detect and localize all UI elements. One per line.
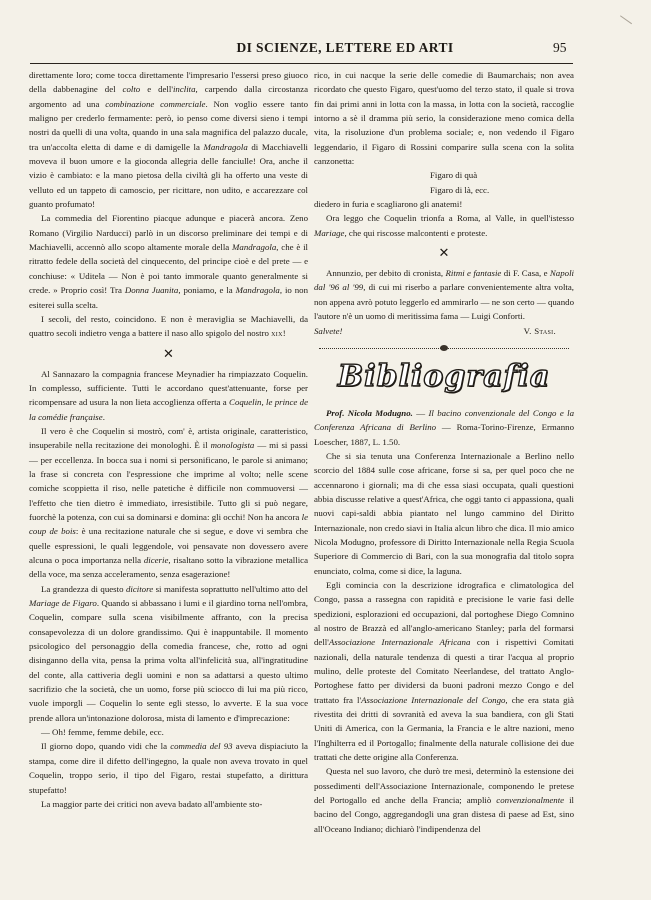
paragraph: La grandezza di questo dicitore si manifesta soprattutto nell'ultimo atto del Mariage de Figaro. Quando si abbassano i lumi e il giardino torna nell'ombra, Coquelin, compare sulla scena visibilmente affranto, con la precisa consapevolezza di un dolore grandissimo. Qui è inappuntabile. Il momento psicologico del personaggio della comedia francese, che, rotto ad ogni disinganno della vita, pensa la prima volta all'infelicità sua, all'ingratitudine del conte, alla cattiveria degli uomini e non sa adattarsi a questo ultimo sacrifizio che la società, che un uomo, forse più scioccо di lui ma più ricco, vuole imporgli — Coquelin lo sente egli stesso, lo avverte. E la sua voce prende allora un'intonazione dolorosa, mista di lamento e d'imprecazione: bbox=[29, 583, 308, 723]
section-title-bibliografia: Bibliografia bbox=[337, 358, 551, 394]
signature-row bbox=[314, 324, 574, 338]
running-header-title: DI SCIENZE, LETTERE ED ARTI bbox=[236, 40, 454, 55]
paragraph: Il vero è che Coquelin si mostrò, com' è, artista originale, caratteristico, insuperabile nella recitazione dei monologhi. È il monologista — mi si passi — per eccellenza. In bocca sua i nomi si personificano, le parole si animano; la frase si concreta con l'espressione che imprime al volto; nelle scene comiche scoppietta il riso, nelle patetiche è difficile non commuoversi — l'effetto che tien dietro è immediato, irresistibile. Tutto gli si può negare, fuorchè la potenza, con cui sa dominarsi e domina: gli occhi! Non ha ancora le coup de bois: è una recitazione naturale che si segue, e dove vi sembra che quelle espressioni, le quali leggendole, voi pensavate non dovessero avere alcuna o poca importanza nella dicerie, risaltano sotto la vibrazione metallica della voce, ma senza acceleramento, senza esagerazione! bbox=[29, 425, 309, 580]
paragraph: La maggior parte dei critici non aveva badato all'ambiente sto- bbox=[41, 798, 263, 809]
author-signature: V. Stasi. bbox=[523, 325, 556, 336]
paragraph: direttamente loro; come tocca direttamente l'impresario l'essersi preso giuoco della dabbenagine del colto e dell'inclita, carpendo dalla circostanza argomento ad una combinazione commerciale. Non voglio essere tanto maligno per crederlo fermamente: però, io penso come diversi sieno i tempi nostri da quelli di una volta, quando in una sala magnifica del palazzo ducale, tra un'accolta eletta di dame e di damigelle la Mandragola di Macchiavelli moveva il buon umore e la gioconda allegria delle fanciulle! Ora, anche il vizio è cambiato: e la mano pietosa della civiltà gli ha offerto una veste di velluto ed un tappeto di camoscio, per ricittare, non udito, e accarezzare col guanto profumato! bbox=[29, 70, 308, 210]
bibliography-entry-heading: Prof. Nicola Modugno. — Il bacino convenzionale del Congo e la Conferenza Africana di Berlino — Roma-Torino-Firenze, Ermanno Loescher, 1887, L. 1.50. bbox=[314, 407, 575, 447]
paragraph: Che si sia tenuta una Conferenza Internazionale a Berlino nello scorcio del 1884 sulle cose africane, forse si sa, per quel poco che ne accennarono i giornali; ma di che essa siasi occupata, quali questioni abbia discusse relative a quest'Africa, che oggi tanto ci appassiona, quali nuovi capi-saldi abbia piantato nel lungo cammino del Diritto Internazionale, non credo siavi in Italia alcun libro che dica. Il mio amico Nicola Modugno, professore di Diritto Internazionale nella Regia Scuola Superiore di Commercio di Bari, con la sua monografia dal titolo sopra enunciato, colma, come si dice, la laguna. bbox=[314, 450, 574, 576]
paragraph: Egli comincia con la descrizione idrografica e climatologica del Congo, passa a rassegna con rapidità e precisione le varie fasi delle spedizioni, esplorazioni ed occupazioni, dal portoghese Diego Comnino al nostro de Brazzà ed all'anglo-americano Stanley; parla del formarsi dell'Associazione Internazionale Africana con i rispettivi Comitati nazionali, della naturale tendenza di questi a tirar l'acqua al proprio mulino, delle proteste del Comitato Neerlandese, del trattato Anglo-Portoghese fatto per dividersi da buoni padroni mezzo Congo e del trattato fra l'Associazione Internazionale del Congo, che era stata già rivestita dei dritti di sovranità ed aveva la sua bandiera, con gli Stati Uniti di America, con la Germania, la Francia e le altre nazioni, meno l'Inghilterra ed il Portogallo; finalmente della naturale collisione dei due trattati che dette origine alla Conferenza. bbox=[314, 579, 574, 763]
paragraph: Al Sannazaro la compagnia francese Meynadier ha rimpiazzato Coquelin. In complesso, sufficiente. Tutti le accordano quest'attenuante, forse per ricompensare ad usura la non lieta accoglienza offerta a Coquelin, le prince de la comédie française. bbox=[29, 368, 308, 422]
paragraph: Il giorno dopo, quando vidi che la commedia del 93 aveva dispiaciuto la stampa, come dire il difetto dell'ingegno, la quale non aveva trovato in quel Coquelin, troppo serio, il tipo del Figaro, restai stupefatto, a dirittura stupefatto! bbox=[29, 741, 308, 795]
paragraph: diedero in furia e scagliarono gli anatemi! bbox=[314, 199, 463, 210]
verse-line: Figaro di quà bbox=[430, 170, 478, 181]
rule-ornament bbox=[440, 345, 448, 351]
section-separator-cross: ✕ bbox=[163, 345, 174, 361]
paragraph: Annunzio, per debito di cronista, Ritmi e fantasie di F. Casa, e Napoli dal '96 al '99, di cui mi riserbo a parlare convenientemente altra volta, non appena avrò potuto leggerlo ed ammirarlo — ne son certo — quando l'autore n'è un uomo di meritissima fama — Luigi Conforti. bbox=[314, 268, 574, 322]
right-column bbox=[314, 68, 574, 836]
paragraph: rico, in cui nacque la serie delle comedie di Baumarchais; non avea ricordato che questo Figaro, quest'uomo del terzo stato, il quale si trova fin dai primi anni in lotta con la massa, in lotta con la società, raccoglie intorno a sè il dramma più serio, la considerazione meno comica della vita, la risoluzione d'un problema sociale; e, non vedendo il Figaro leggendario, il Figaro di Rossini comparire sulla scena con la solita canzonetta: bbox=[314, 70, 574, 167]
paragraph: Ora leggo che Coquelin trionfa a Roma, al Valle, in quell'istesso Mariage, che qui riscosse malcontenti e proteste. bbox=[314, 213, 574, 238]
salutation: Salvete! bbox=[314, 325, 343, 336]
quotation: — Oh! femme, femme debile, ecc. bbox=[41, 727, 164, 738]
decorative-rule bbox=[314, 346, 574, 352]
corner-mark bbox=[612, 15, 632, 35]
paragraph: La commedia del Fiorentino piacque adunque e piacerà ancora. Zeno Romano (Virgilio Narducci) parlò in un discorso preliminare dei tempi e di Machiavelli, accennò allo scopo altamente morale della Mandragola, che è il ritratto fedele della società del cinquecento, del principe cioè e del prete — e conchiuse: « Uditela — Non è poi tanto immorale quanto generalmente si crede. » Proprio così! Tra Donna Juanita, poniamo, e la Mandragola, io non esiterei sulla scelta. bbox=[29, 213, 309, 310]
header-rule bbox=[30, 63, 573, 64]
section-separator-cross: ✕ bbox=[438, 245, 450, 261]
paragraph: I secoli, del resto, coincidono. E non è meraviglia se Machiavelli, da quattro secoli indietro venga a battere il naso allo spigolo del nostro xix! bbox=[29, 313, 308, 339]
left-column bbox=[29, 68, 308, 811]
paragraph: Questa nel suo lavoro, che durò tre mesi, determinò la estensione dei possedimenti dell'Associazione Internazionale, componendo le pretese del Portogallo ed anche della Francia; ampliò convenzionalmente il bacino del Congo, aggregandogli una gran distesa di paese ad Est, sino all'Oceano Indiano; dichiarò l'indipendenza del bbox=[314, 766, 574, 834]
page-number: 95 bbox=[553, 40, 567, 55]
verse-line: Figaro di là, ecc. bbox=[430, 184, 490, 195]
